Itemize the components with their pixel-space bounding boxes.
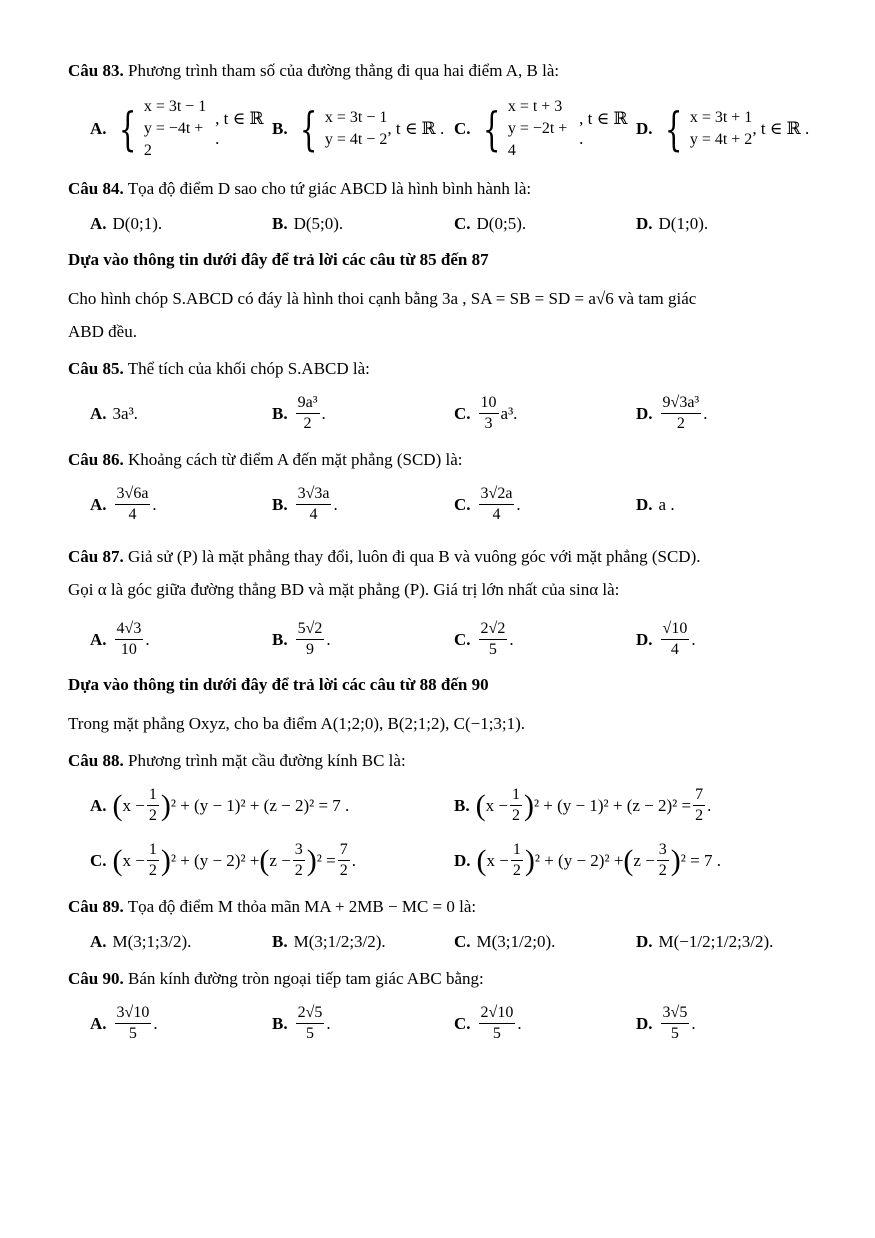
question-86: Câu 86. Khoảng cách từ điểm A đến mặt phẳng (SCD) là: xyxy=(68,450,463,469)
info-88-90: Trong mặt phẳng Oxyz, cho ba điểm A(1;2;0), B(2;1;2), C(−1;3;1). xyxy=(68,714,526,733)
q89-option-c[interactable]: C. M(3;1/2;0). xyxy=(454,932,556,951)
q86-option-a[interactable]: A. $\frac{3√6a}{4}$ . xyxy=(90,485,157,523)
q90-option-c[interactable]: C. $\frac{2√10}{5}$ . xyxy=(454,1004,522,1042)
question-88: Câu 88. Phương trình mặt cầu đường kính BC là: xyxy=(68,751,406,770)
q90-option-a[interactable]: A. $\frac{3√10}{5}$ . xyxy=(90,1004,158,1042)
q85-option-c[interactable]: C. $\frac{10}{3}$ a³. xyxy=(454,394,518,432)
question-89: Câu 89. Tọa độ điểm M thỏa mãn MA + 2MB − MC = 0 là: xyxy=(68,897,477,916)
q86-options xyxy=(90,485,818,524)
question-87: Câu 87. Giả sử (P) là mặt phẳng thay đổi, luôn đi qua B và vuông góc với mặt phẳng (SCD). xyxy=(68,547,701,566)
q89-options xyxy=(90,932,818,952)
section-heading-85-87: Dựa vào thông tin dưới đây để trả lời các câu từ 85 đến 87 xyxy=(68,250,489,269)
q85-option-b[interactable]: B. $\frac{\text{9a³}}{2}$ . xyxy=(272,394,326,432)
q87-option-a[interactable]: A. $\frac{4√3}{10}$ . xyxy=(90,620,150,658)
q88-options-row1 xyxy=(90,786,818,825)
q86-option-d[interactable]: D. a . xyxy=(636,494,675,514)
page xyxy=(68,60,818,1059)
q88-option-b[interactable]: B. ( x − $\frac{1}{2}$ ) ² + (y − 1)² + (z − 2)² = $\frac{7}{2}$ . xyxy=(454,786,712,824)
q83-option-c[interactable]: C. { x = t + 3 y = −2t + 4 , t ∈ ℝ . xyxy=(454,98,628,159)
q86-option-b[interactable]: B. $\frac{3√3a}{4}$ . xyxy=(272,485,338,523)
question-87-line2: Gọi α là góc giữa đường thẳng BD và mặt phẳng (P). Giá trị lớn nhất của sinα là: xyxy=(68,580,620,599)
q88-option-c[interactable]: C. ( x − $\frac{1}{2}$ ) ² + (y − 2)² + ( z − $\frac{3}{2}$ ) ² = $\frac{7}{2}$ . xyxy=(90,841,356,879)
question-84: Câu 84. Tọa độ điểm D sao cho tứ giác ABCD là hình bình hành là: xyxy=(68,179,532,198)
q83-option-d[interactable]: D. { x = 3t + 1 y = 4t + 2 , t ∈ ℝ . xyxy=(636,102,810,156)
q83-options xyxy=(90,96,818,162)
q83-option-b[interactable]: B. { x = 3t − 1 y = 4t − 2 , t ∈ ℝ . xyxy=(272,102,445,156)
info-85-87-line1: Cho hình chóp S.ABCD có đáy là hình thoi cạnh bằng 3a , SA = SB = SD = a√6 và tam giác xyxy=(68,289,697,308)
info-85-87-line2: ABD đều. xyxy=(68,322,137,341)
q84-option-b[interactable]: B. D(5;0). xyxy=(272,214,344,233)
q88-option-a[interactable]: A. ( x − $\frac{1}{2}$ ) ² + (y − 1)² + (z − 2)² = 7 . xyxy=(90,786,350,824)
question-90: Câu 90. Bán kính đường tròn ngoại tiếp tam giác ABC bằng: xyxy=(68,969,484,988)
q88-options-row2 xyxy=(90,841,818,880)
q87-options xyxy=(90,620,818,659)
section-heading-88-90: Dựa vào thông tin dưới đây để trả lời các câu từ 88 đến 90 xyxy=(68,675,489,694)
question-83: Câu 83. Phương trình tham số của đường thẳng đi qua hai điểm A, B là: xyxy=(68,61,560,80)
q90-option-d[interactable]: D. $\frac{3√5}{5}$ . xyxy=(636,1004,696,1042)
q87-option-c[interactable]: C. $\frac{2√2}{5}$ . xyxy=(454,620,514,658)
q84-option-d[interactable]: D. D(1;0). xyxy=(636,214,709,233)
q90-option-b[interactable]: B. $\frac{2√5}{5}$ . xyxy=(272,1004,331,1042)
question-85: Câu 85. Thể tích của khối chóp S.ABCD là: xyxy=(68,359,370,378)
q88-option-d[interactable]: D. ( x − $\frac{1}{2}$ ) ² + (y − 2)² + ( z − $\frac{3}{2}$ ) ² = 7 . xyxy=(454,841,721,879)
q84-options xyxy=(90,214,818,234)
q85-option-a[interactable]: A. 3a³. xyxy=(90,403,138,423)
q89-option-b[interactable]: B. M(3;1/2;3/2). xyxy=(272,932,386,951)
q87-option-b[interactable]: B. $\frac{5√2}{9}$ . xyxy=(272,620,331,658)
q86-option-c[interactable]: C. $\frac{3√2a}{4}$ . xyxy=(454,485,521,523)
q89-option-a[interactable]: A. M(3;1;3/2). xyxy=(90,932,192,951)
q89-option-d[interactable]: D. M(−1/2;1/2;3/2). xyxy=(636,932,774,951)
q84-option-c[interactable]: C. D(0;5). xyxy=(454,214,527,233)
q83-option-a[interactable]: A. { x = 3t − 1 y = −4t + 2 , t ∈ ℝ . xyxy=(90,98,264,159)
q84-option-a[interactable]: A. D(0;1). xyxy=(90,214,163,233)
q87-option-d[interactable]: D. $\frac{√10}{4}$ . xyxy=(636,620,696,658)
q85-options xyxy=(90,394,818,433)
q85-option-d[interactable]: D. $\frac{\text{9√3a³}}{2}$ . xyxy=(636,394,708,432)
q90-options xyxy=(90,1004,818,1043)
